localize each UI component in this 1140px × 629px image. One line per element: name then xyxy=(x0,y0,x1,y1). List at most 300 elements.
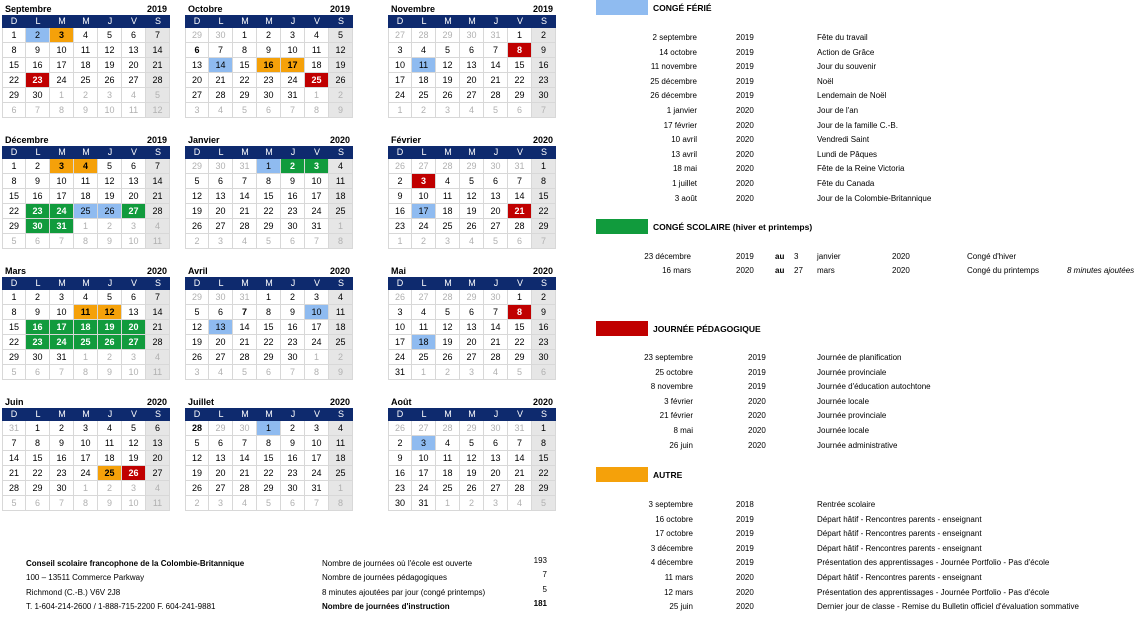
day-cell: 9 xyxy=(532,305,556,320)
legend-cell: 1 janvier xyxy=(666,106,697,115)
day-cell: 23 xyxy=(50,466,74,481)
legend-header xyxy=(596,321,761,336)
day-cell: 29 xyxy=(460,159,484,174)
day-cell: 30 xyxy=(209,28,233,43)
day-cell: 19 xyxy=(122,451,146,466)
legend-cell: 3 août xyxy=(674,193,697,203)
day-cell: 25 xyxy=(412,88,436,103)
day-cell: 8 xyxy=(532,436,556,451)
day-cell: 11 xyxy=(98,436,122,451)
day-cell: 19 xyxy=(185,466,209,481)
day-cell: 15 xyxy=(257,451,281,466)
day-cell: 24 xyxy=(281,73,305,88)
month-header xyxy=(388,131,556,146)
day-cell: 2 xyxy=(98,350,122,365)
weekday-header: S xyxy=(329,277,353,290)
day-cell: 10 xyxy=(122,496,146,511)
day-cell: 6 xyxy=(26,365,50,380)
day-cell: 5 xyxy=(185,174,209,189)
weekday-header: J xyxy=(98,146,122,159)
weekday-header: M xyxy=(436,146,460,159)
day-cell: 17 xyxy=(305,320,329,335)
day-cell: 30 xyxy=(257,88,281,103)
day-cell: 13 xyxy=(209,189,233,204)
month-calendar xyxy=(185,393,353,511)
day-cell: 29 xyxy=(257,350,281,365)
day-cell: 20 xyxy=(484,204,508,219)
day-cell: 30 xyxy=(26,350,50,365)
day-cell: 8 xyxy=(508,305,532,320)
month-header xyxy=(2,131,170,146)
day-cell: 6 xyxy=(460,43,484,58)
day-cell: 8 xyxy=(305,103,329,118)
day-cell: 12 xyxy=(185,189,209,204)
day-cell: 8 xyxy=(26,436,50,451)
day-cell: 11 xyxy=(329,305,353,320)
day-cell: 30 xyxy=(281,481,305,496)
day-cell: 6 xyxy=(484,436,508,451)
day-cell: 3 xyxy=(122,350,146,365)
legend-cell: Fête du travail xyxy=(817,33,868,42)
day-cell: 27 xyxy=(412,290,436,305)
day-cell: 18 xyxy=(412,335,436,350)
day-cell: 6 xyxy=(26,496,50,511)
day-cell: 4 xyxy=(74,159,98,174)
weekday-header: J xyxy=(484,277,508,290)
day-cell: 15 xyxy=(257,189,281,204)
day-cell: 1 xyxy=(74,350,98,365)
day-cell: 20 xyxy=(122,58,146,73)
day-cell: 6 xyxy=(532,365,556,380)
day-cell: 31 xyxy=(50,350,74,365)
day-cell: 7 xyxy=(233,174,257,189)
day-cell: 24 xyxy=(50,73,74,88)
weekday-header: M xyxy=(460,408,484,421)
day-cell: 6 xyxy=(146,421,170,436)
day-cell: 23 xyxy=(281,204,305,219)
legend-cell: 2020 xyxy=(736,602,754,612)
day-cell: 20 xyxy=(209,204,233,219)
weekday-header: M xyxy=(233,146,257,159)
day-cell: 18 xyxy=(329,320,353,335)
day-cell: 27 xyxy=(122,73,146,88)
day-cell: 13 xyxy=(146,436,170,451)
day-cell: 3 xyxy=(412,174,436,189)
day-cell: 24 xyxy=(305,335,329,350)
day-cell: 26 xyxy=(388,159,412,174)
day-cell: 19 xyxy=(436,73,460,88)
day-cell: 24 xyxy=(412,219,436,234)
day-cell: 15 xyxy=(508,320,532,335)
weekday-header: L xyxy=(412,408,436,421)
day-cell: 30 xyxy=(26,219,50,234)
day-cell: 5 xyxy=(98,159,122,174)
day-cell: 7 xyxy=(305,496,329,511)
day-cell: 6 xyxy=(26,234,50,249)
month-calendar xyxy=(2,262,170,380)
day-cell: 27 xyxy=(209,481,233,496)
day-cell: 31 xyxy=(233,290,257,305)
weekday-header: L xyxy=(26,408,50,421)
legend-cell: 3 février xyxy=(664,396,693,406)
day-cell: 21 xyxy=(233,335,257,350)
day-cell: 20 xyxy=(146,451,170,466)
day-cell: 5 xyxy=(532,496,556,511)
weekday-header: J xyxy=(484,408,508,421)
legend-cell: 2019 xyxy=(736,76,754,86)
legend-title: CONGÉ SCOLAIRE (hiver et printemps) xyxy=(653,221,813,232)
day-cell: 6 xyxy=(460,305,484,320)
legend-cell: 23 septembre xyxy=(644,353,693,362)
legend-cell: 2019 xyxy=(736,529,754,539)
weekday-header: M xyxy=(233,408,257,421)
legend-swatch xyxy=(596,467,648,482)
day-cell: 21 xyxy=(146,58,170,73)
day-cell: 19 xyxy=(98,58,122,73)
legend-cell: 10 avril xyxy=(671,135,697,145)
legend-cell: 17 octobre xyxy=(655,529,693,539)
day-cell: 25 xyxy=(74,335,98,350)
day-cell: 29 xyxy=(532,481,556,496)
day-cell: 14 xyxy=(146,305,170,320)
weekday-header: J xyxy=(98,408,122,421)
legend-cell: Journée administrative xyxy=(817,440,898,450)
day-cell: 20 xyxy=(460,335,484,350)
legend-cell: 8 mai xyxy=(673,426,693,435)
legend-cell: Journée de planification xyxy=(817,353,902,362)
day-cell: 27 xyxy=(122,335,146,350)
legend-cell: 2020 xyxy=(892,252,910,261)
day-cell: 30 xyxy=(532,350,556,365)
weekday-header: J xyxy=(281,277,305,290)
day-cell: 27 xyxy=(484,481,508,496)
legend-header xyxy=(596,0,712,15)
weekday-header: M xyxy=(460,146,484,159)
day-cell: 9 xyxy=(388,451,412,466)
month-name: Novembre xyxy=(391,4,436,14)
day-cell: 4 xyxy=(412,305,436,320)
day-cell: 11 xyxy=(412,320,436,335)
day-cell: 10 xyxy=(305,174,329,189)
day-cell: 27 xyxy=(122,204,146,219)
day-cell: 11 xyxy=(122,103,146,118)
day-cell: 2 xyxy=(412,234,436,249)
day-cell: 2 xyxy=(50,421,74,436)
day-cell: 13 xyxy=(460,320,484,335)
day-cell: 29 xyxy=(209,421,233,436)
day-cell: 30 xyxy=(281,350,305,365)
day-cell: 5 xyxy=(122,421,146,436)
day-cell: 22 xyxy=(532,204,556,219)
weekday-header: J xyxy=(281,15,305,28)
month-calendar xyxy=(2,0,170,118)
day-cell: 25 xyxy=(412,350,436,365)
day-cell: 27 xyxy=(484,219,508,234)
day-cell: 31 xyxy=(233,159,257,174)
day-cell: 29 xyxy=(436,28,460,43)
weekday-header: V xyxy=(508,408,532,421)
day-cell: 27 xyxy=(460,88,484,103)
day-cell: 30 xyxy=(460,28,484,43)
day-cell: 1 xyxy=(532,159,556,174)
legend-cell: Congé du printemps xyxy=(967,266,1040,275)
day-cell: 4 xyxy=(98,421,122,436)
month-year: 2020 xyxy=(532,266,553,276)
day-cell: 5 xyxy=(257,496,281,511)
month-calendar xyxy=(2,393,170,511)
day-cell: 5 xyxy=(484,103,508,118)
day-cell: 10 xyxy=(305,436,329,451)
day-cell: 29 xyxy=(532,219,556,234)
legend-cell: 2020 xyxy=(892,266,910,275)
day-cell: 15 xyxy=(257,320,281,335)
legend-cell: janvier xyxy=(817,252,841,261)
day-cell: 31 xyxy=(281,88,305,103)
weekday-header: S xyxy=(532,146,556,159)
day-cell: 10 xyxy=(305,305,329,320)
legend-cell: Fête du Canada xyxy=(817,179,875,188)
day-cell: 11 xyxy=(329,174,353,189)
day-cell: 4 xyxy=(412,43,436,58)
day-cell: 6 xyxy=(257,365,281,380)
weekday-header: S xyxy=(532,15,556,28)
day-cell: 18 xyxy=(305,58,329,73)
legend-cell: au xyxy=(775,252,785,261)
day-cell: 16 xyxy=(532,58,556,73)
day-cell: 17 xyxy=(388,73,412,88)
day-cell: 5 xyxy=(460,174,484,189)
day-cell: 2 xyxy=(388,174,412,189)
day-cell: 30 xyxy=(484,159,508,174)
day-cell: 18 xyxy=(74,320,98,335)
address-line-1: 100 – 13511 Commerce Parkway xyxy=(26,573,145,582)
legend-swatch xyxy=(596,0,648,15)
day-cell: 30 xyxy=(209,290,233,305)
stat-label: Nombre de journées pédagogiques xyxy=(322,573,447,582)
legend-cell: 11 mars xyxy=(664,573,693,582)
day-cell: 8 xyxy=(233,43,257,58)
day-cell: 14 xyxy=(146,174,170,189)
weekday-header: L xyxy=(412,146,436,159)
day-cell: 6 xyxy=(185,43,209,58)
day-cell: 22 xyxy=(2,204,26,219)
weekday-header: D xyxy=(388,408,412,421)
day-cell: 24 xyxy=(50,204,74,219)
day-cell: 1 xyxy=(329,481,353,496)
day-cell: 4 xyxy=(209,103,233,118)
day-cell: 17 xyxy=(305,189,329,204)
month-header xyxy=(2,262,170,277)
day-cell: 12 xyxy=(436,320,460,335)
day-cell: 27 xyxy=(209,350,233,365)
day-cell: 25 xyxy=(329,466,353,481)
legend-cell: 8 novembre xyxy=(650,382,693,392)
legend-swatch xyxy=(596,321,648,336)
weekday-header: V xyxy=(122,277,146,290)
day-cell: 3 xyxy=(484,496,508,511)
legend-cell: 26 juin xyxy=(669,440,693,450)
day-cell: 14 xyxy=(508,451,532,466)
legend-cell: 27 xyxy=(794,266,803,275)
day-cell: 6 xyxy=(2,103,26,118)
day-cell: 23 xyxy=(26,73,50,88)
day-cell: 28 xyxy=(436,159,460,174)
weekday-header: D xyxy=(185,408,209,421)
month-calendar xyxy=(388,0,556,118)
day-cell: 3 xyxy=(209,496,233,511)
day-cell: 13 xyxy=(122,305,146,320)
day-cell: 4 xyxy=(436,174,460,189)
legend-cell: 2 septembre xyxy=(652,33,697,42)
day-cell: 5 xyxy=(257,234,281,249)
day-cell: 26 xyxy=(98,204,122,219)
day-cell: 22 xyxy=(257,335,281,350)
day-cell: 9 xyxy=(26,43,50,58)
day-cell: 4 xyxy=(209,365,233,380)
day-cell: 28 xyxy=(2,481,26,496)
day-cell: 4 xyxy=(146,350,170,365)
day-cell: 9 xyxy=(388,189,412,204)
day-cell: 3 xyxy=(388,305,412,320)
day-cell: 3 xyxy=(305,290,329,305)
day-cell: 2 xyxy=(329,350,353,365)
weekday-header: M xyxy=(436,277,460,290)
day-cell: 26 xyxy=(185,481,209,496)
month-name: Février xyxy=(391,135,422,145)
legend-cell: 2020 xyxy=(736,179,754,188)
legend-cell: 11 novembre xyxy=(650,62,697,72)
weekday-header: L xyxy=(412,277,436,290)
day-cell: 31 xyxy=(2,421,26,436)
day-cell: 30 xyxy=(388,496,412,511)
month-name: Janvier xyxy=(188,135,220,145)
day-cell: 22 xyxy=(2,335,26,350)
legend-cell: Congé d'hiver xyxy=(967,252,1017,261)
day-cell: 4 xyxy=(329,421,353,436)
day-cell: 29 xyxy=(257,219,281,234)
day-cell: 3 xyxy=(460,365,484,380)
weekday-header: V xyxy=(305,277,329,290)
day-cell: 18 xyxy=(329,451,353,466)
day-cell: 7 xyxy=(532,234,556,249)
weekday-header: M xyxy=(460,15,484,28)
day-cell: 24 xyxy=(388,88,412,103)
day-cell: 11 xyxy=(305,43,329,58)
day-cell: 26 xyxy=(122,466,146,481)
legend-cell: 2020 xyxy=(736,164,754,174)
day-cell: 3 xyxy=(122,219,146,234)
month-name: Mai xyxy=(391,266,407,276)
day-cell: 15 xyxy=(2,189,26,204)
day-cell: 29 xyxy=(26,481,50,496)
day-cell: 8 xyxy=(329,496,353,511)
day-cell: 14 xyxy=(233,320,257,335)
day-cell: 6 xyxy=(209,174,233,189)
day-cell: 8 xyxy=(2,43,26,58)
day-cell: 18 xyxy=(74,189,98,204)
day-cell: 24 xyxy=(74,466,98,481)
legend-cell: Présentation des apprentissages - Journée Portfolio - Pas d'école xyxy=(817,587,1050,597)
day-cell: 25 xyxy=(329,335,353,350)
month-year: 2020 xyxy=(329,266,350,276)
day-cell: 30 xyxy=(50,481,74,496)
legend-cell: 2018 xyxy=(736,500,754,509)
day-cell: 5 xyxy=(185,305,209,320)
day-cell: 1 xyxy=(26,421,50,436)
legend-cell: 25 décembre xyxy=(650,76,697,86)
day-cell: 1 xyxy=(532,421,556,436)
weekday-header: L xyxy=(26,277,50,290)
weekday-header: S xyxy=(532,408,556,421)
legend-cell: 14 octobre xyxy=(659,47,697,57)
day-cell: 4 xyxy=(233,496,257,511)
day-cell: 4 xyxy=(436,436,460,451)
day-cell: 20 xyxy=(209,466,233,481)
legend-cell: 2020 xyxy=(736,106,754,115)
day-cell: 22 xyxy=(233,73,257,88)
day-cell: 9 xyxy=(257,43,281,58)
day-cell: 4 xyxy=(122,88,146,103)
day-cell: 29 xyxy=(257,481,281,496)
day-cell: 5 xyxy=(460,436,484,451)
weekday-header: V xyxy=(305,146,329,159)
day-cell: 16 xyxy=(281,451,305,466)
weekday-header: S xyxy=(532,277,556,290)
day-cell: 3 xyxy=(50,290,74,305)
day-cell: 6 xyxy=(122,290,146,305)
day-cell: 12 xyxy=(122,436,146,451)
legend-cell: Jour de l'an xyxy=(817,106,859,115)
day-cell: 4 xyxy=(484,365,508,380)
month-header xyxy=(388,393,556,408)
day-cell: 7 xyxy=(146,159,170,174)
day-cell: 4 xyxy=(74,28,98,43)
day-cell: 31 xyxy=(50,219,74,234)
day-cell: 28 xyxy=(484,88,508,103)
weekday-header: L xyxy=(209,277,233,290)
day-cell: 5 xyxy=(484,234,508,249)
day-cell: 6 xyxy=(508,103,532,118)
day-cell: 29 xyxy=(2,88,26,103)
weekday-header: S xyxy=(146,277,170,290)
day-cell: 7 xyxy=(305,234,329,249)
day-cell: 2 xyxy=(185,234,209,249)
day-cell: 18 xyxy=(436,204,460,219)
day-cell: 7 xyxy=(50,365,74,380)
legend-title: CONGÉ FÉRIÉ xyxy=(653,2,712,13)
legend-header xyxy=(596,219,812,234)
day-cell: 2 xyxy=(532,28,556,43)
day-cell: 26 xyxy=(460,219,484,234)
weekday-header: L xyxy=(209,408,233,421)
day-cell: 24 xyxy=(388,350,412,365)
day-cell: 9 xyxy=(281,174,305,189)
day-cell: 5 xyxy=(233,103,257,118)
day-cell: 21 xyxy=(146,320,170,335)
day-cell: 12 xyxy=(185,320,209,335)
day-cell: 26 xyxy=(98,73,122,88)
day-cell: 9 xyxy=(74,103,98,118)
day-cell: 7 xyxy=(532,103,556,118)
day-cell: 20 xyxy=(122,189,146,204)
day-cell: 12 xyxy=(329,43,353,58)
legend-cell: 2020 xyxy=(748,411,766,421)
day-cell: 2 xyxy=(436,365,460,380)
legend-cell: 2019 xyxy=(736,62,754,72)
day-cell: 5 xyxy=(2,496,26,511)
day-cell: 14 xyxy=(2,451,26,466)
day-cell: 10 xyxy=(412,451,436,466)
